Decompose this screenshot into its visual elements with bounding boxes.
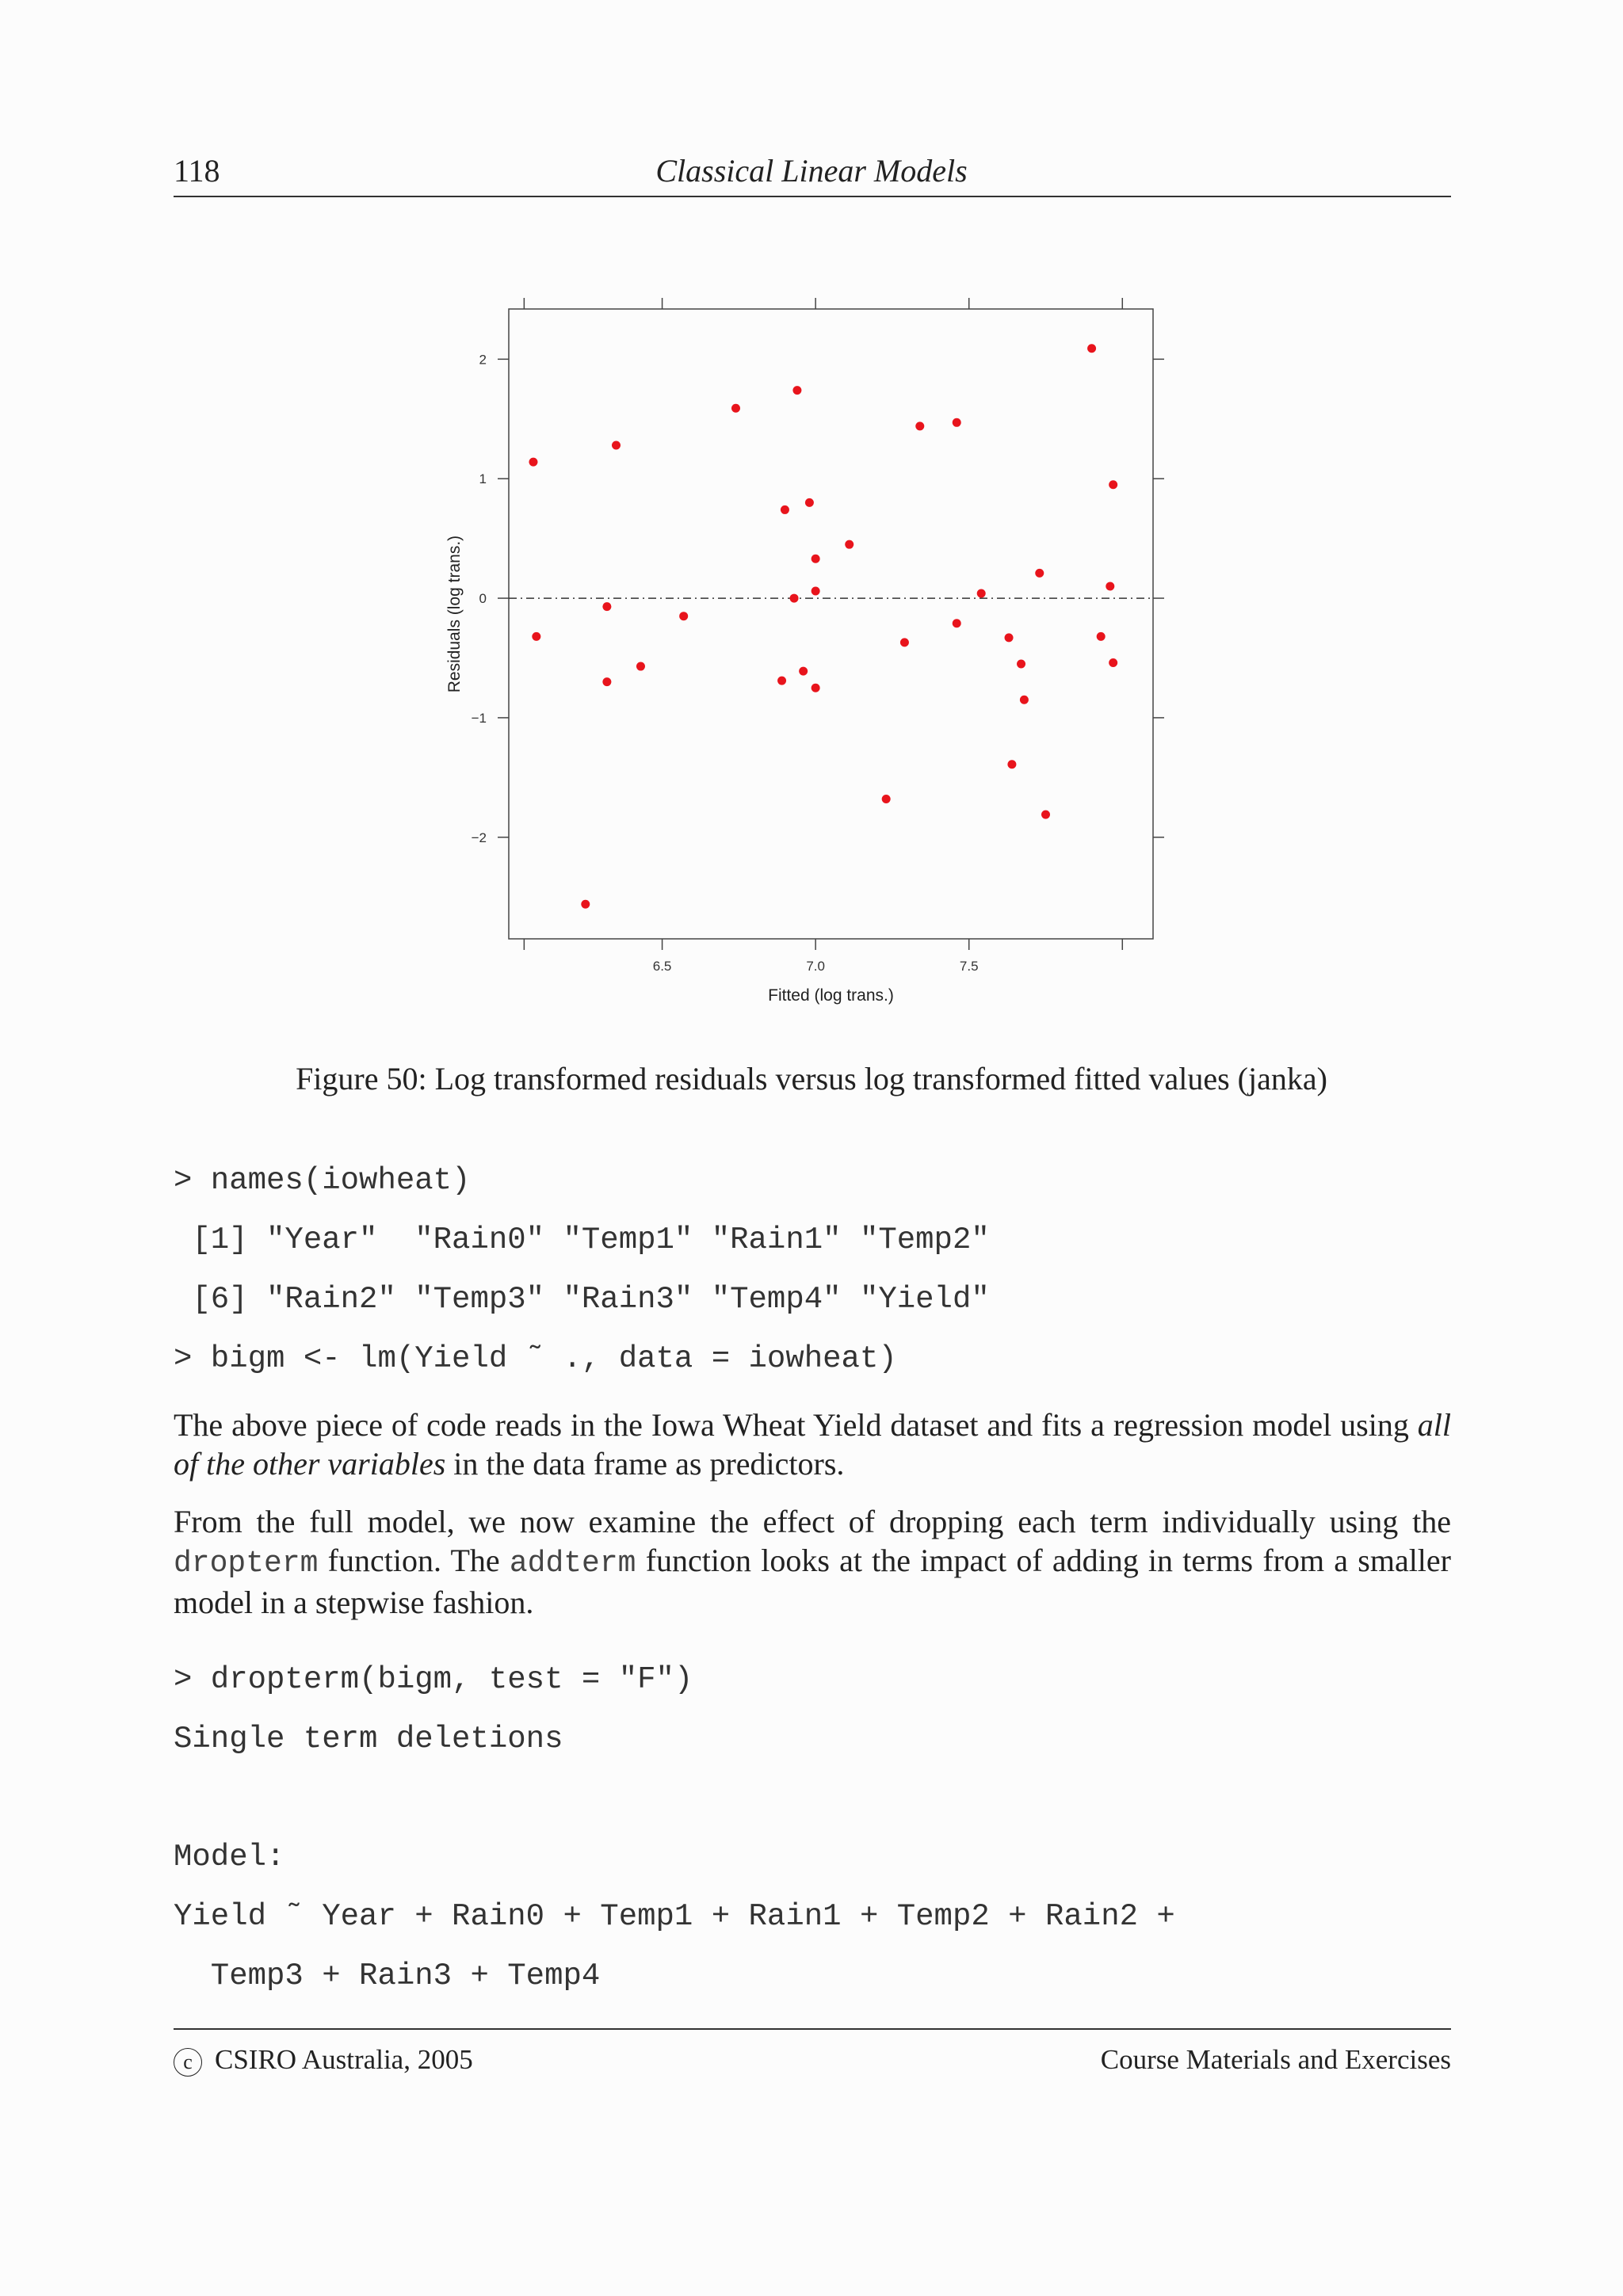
data-point [1109,480,1117,489]
y-tick-label: −1 [471,710,487,726]
data-point [915,421,924,430]
y-tick-label: 2 [479,352,487,368]
y-tick-label: 1 [479,471,487,487]
data-point [1106,582,1114,590]
data-point [882,795,891,803]
code-line: [1] "Year" "Rain0" "Temp1" "Rain1" "Temp2" [174,1222,990,1257]
paragraph-text: function looks at the impact of adding in terms from a smaller model in a stepwise fashion. [174,1543,1451,1620]
code-line: > bigm <- lm(Yield ˜ ., data = iowheat) [174,1341,897,1376]
x-tick-label: 6.5 [652,959,672,974]
data-point [602,602,611,611]
code-line: [6] "Rain2" "Temp3" "Rain3" "Temp4" "Yield" [174,1282,990,1317]
data-point [953,619,961,627]
data-point [1041,810,1050,819]
y-tick-label: 0 [479,591,487,607]
data-point [790,594,799,603]
data-point [1097,632,1106,641]
data-point [805,498,814,507]
code-line: Yield ˜ Year + Rain0 + Temp1 + Rain1 + Temp2 + Rain2 + [174,1899,1175,1934]
data-point [1035,569,1044,578]
data-point [1020,696,1029,704]
y-axis-label: Residuals (log trans.) [445,535,464,693]
data-point [1007,760,1016,769]
function-name: addterm [509,1547,636,1581]
code-line: Model: [174,1840,285,1875]
code-line: > names(iowheat) [174,1163,471,1198]
footer-rule [174,2028,1451,2030]
body-paragraph [174,1502,1451,1622]
header-rule [174,196,1451,197]
footer-copyright [174,2044,473,2077]
running-title: Classical Linear Models [655,153,968,189]
x-axis-label: Fitted (log trans.) [768,986,894,1005]
data-point [612,441,621,449]
data-point [1017,660,1025,669]
figure-caption: Figure 50: Log transformed residuals versus log transformed fitted values (janka) [296,1061,1327,1097]
plot-frame [509,309,1153,939]
paragraph-text: function. The [318,1543,510,1578]
copyright-icon: c [174,2048,202,2077]
data-point [799,667,808,676]
data-point [812,684,820,692]
data-point [777,677,786,685]
data-point [636,662,645,671]
data-point [1005,633,1014,642]
code-line: > dropterm(bigm, test = "F") [174,1662,693,1697]
paragraph-text: From the full model, we now examine the effect of dropping each term individually using the [174,1504,1451,1539]
x-tick-label: 7.0 [806,959,825,974]
page-number: 118 [174,153,220,189]
footer-right-text: Course Materials and Exercises [1100,2044,1451,2075]
paragraph-text: The above piece of code reads in the Iowa Wheat Yield dataset and fits a regression model using [174,1407,1418,1443]
data-point [812,555,820,563]
data-point [792,386,801,395]
data-point [845,540,854,549]
paragraph-text: in the data frame as predictors. [445,1446,845,1482]
data-point [900,638,909,646]
code-line: Temp3 + Rain3 + Temp4 [174,1958,601,1993]
code-line: Single term deletions [174,1722,563,1756]
data-point [581,900,590,909]
data-point [1109,658,1117,667]
data-point [731,404,740,413]
emphasis-text: all of the other variables [174,1407,1451,1482]
data-point [1087,344,1096,353]
footer-left-text: CSIRO Australia, 2005 [215,2044,473,2075]
body-paragraph [174,1405,1451,1483]
residual-scatter-plot [428,285,1189,1014]
x-tick-label: 7.5 [959,959,979,974]
data-point [781,505,789,514]
data-point [602,677,611,686]
data-point [977,589,986,598]
data-point [529,458,537,467]
data-point [532,632,540,641]
y-tick-label: −2 [471,830,487,845]
data-point [812,587,820,596]
function-name: dropterm [174,1547,319,1581]
data-point [679,612,688,620]
data-point [953,418,961,427]
